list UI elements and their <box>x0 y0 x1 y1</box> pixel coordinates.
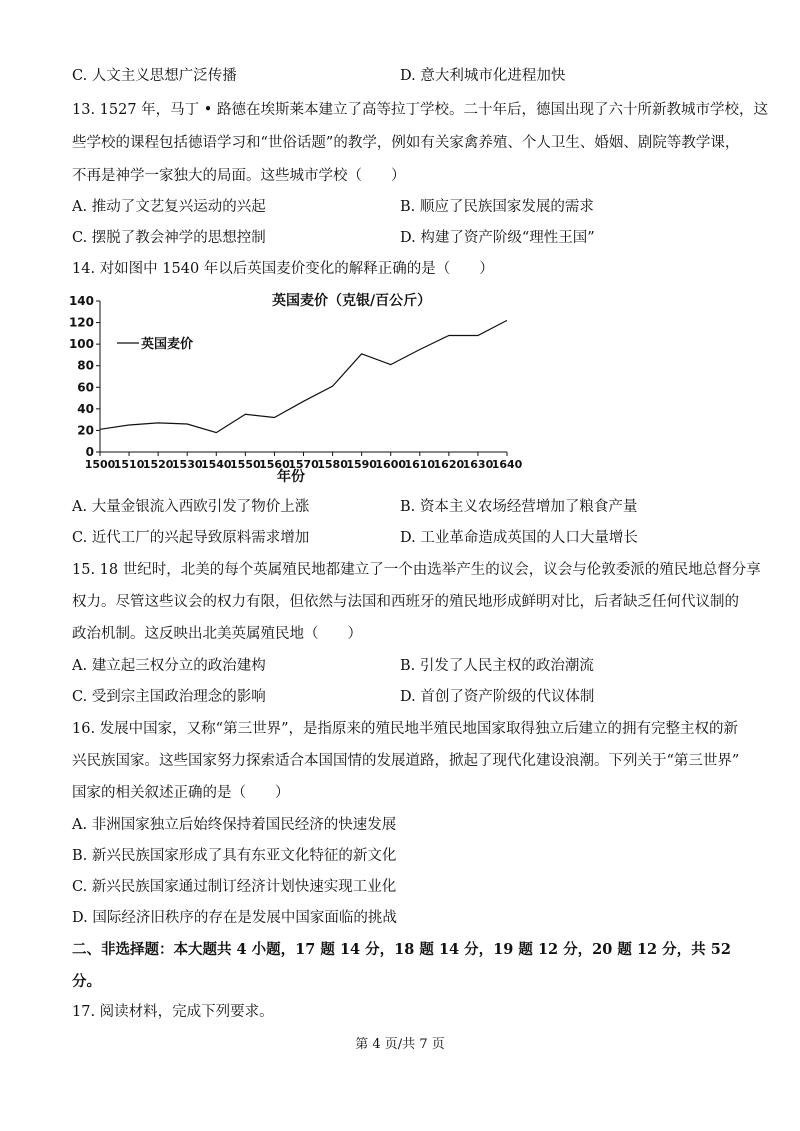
q16-stem-line: 兴民族国家。这些国家努力探索适合本国国情的发展道路，掀起了现代化建设浪潮。下列关于“第三世界” <box>72 753 740 769</box>
y-tick-label: 20 <box>77 423 94 438</box>
q14-option-a: A. 大量金银流入西欧引发了物价上涨 <box>72 499 310 515</box>
x-tick-label: 1590 <box>346 458 377 471</box>
x-tick-label: 1570 <box>288 458 319 471</box>
y-tick-label: 100 <box>68 337 94 352</box>
x-tick-label: 1620 <box>433 458 465 471</box>
x-tick-label: 1500 <box>84 458 116 471</box>
q16-option-c: C. 新兴民族国家通过制订经济计划快速实现工业化 <box>72 879 397 895</box>
wheat-price-chart <box>60 285 530 485</box>
q17-stem: 17. 阅读材料，完成下列要求。 <box>72 1004 274 1020</box>
q13-stem-line: 些学校的课程包括德语学习和“世俗话题”的教学，例如有关家禽养殖、个人卫生、婚姻、剧院等教学课， <box>72 135 740 151</box>
x-tick-label: 1560 <box>259 458 290 471</box>
q15-option-b: B. 引发了人民主权的政治潮流 <box>400 658 594 674</box>
q13-stem-line: 不再是神学一家独大的局面。这些城市学校（ ） <box>72 168 406 184</box>
q16-stem-line: 16. 发展中国家，又称“第三世界”，是指原来的殖民地半殖民地国家取得独立后建立的拥有完整主权的新 <box>72 721 738 737</box>
q14-option-d: D. 工业革命造成英国的人口大量增长 <box>400 530 638 546</box>
q16-stem-line: 国家的相关叙述正确的是（ ） <box>72 785 290 801</box>
legend-label: 英国麦价 <box>141 337 194 352</box>
q13-option-b: B. 顺应了民族国家发展的需求 <box>400 199 594 215</box>
q13-option-a: A. 推动了文艺复兴运动的兴起 <box>72 199 266 215</box>
q13-stem-line: 13. 1527 年，马丁 • 路德在埃斯莱本建立了高等拉丁学校。二十年后，德国出现了六十所新教城市学校，这 <box>72 102 768 118</box>
q13-option-d: D. 构建了资产阶级“理性王国” <box>400 230 595 246</box>
section-2-heading-cont: 分。 <box>72 973 101 990</box>
q14-option-c: C. 近代工厂的兴起导致原料需求增加 <box>72 530 310 546</box>
x-tick-label: 1520 <box>142 458 174 471</box>
q12-option-c: C. 人文主义思想广泛传播 <box>72 68 237 84</box>
q12-option-d: D. 意大利城市化进程加快 <box>400 68 566 84</box>
chart-title: 英国麦价（克银/百公斤） <box>272 293 432 309</box>
q15-stem-line: 权力。尽管这些议会的权力有限，但依然与法国和西班牙的殖民地形成鲜明对比，后者缺乏任何代议制的 <box>72 594 739 610</box>
q16-option-a: A. 非洲国家独立后始终保持着国民经济的快速发展 <box>72 817 397 833</box>
x-tick-label: 1530 <box>171 458 203 471</box>
page-footer: 第 4 页/共 7 页 <box>355 1037 445 1052</box>
y-tick-label: 0 <box>85 445 94 459</box>
y-tick-label: 120 <box>68 315 94 330</box>
y-axis <box>69 294 100 459</box>
x-tick-label: 1630 <box>462 458 494 471</box>
y-tick-label: 40 <box>77 401 94 416</box>
q14-stem: 14. 对如图中 1540 年以后英国麦价变化的解释正确的是（ ） <box>72 261 494 277</box>
y-tick-label: 60 <box>77 380 94 395</box>
x-tick-label: 1510 <box>113 458 145 471</box>
q15-stem-line: 15. 18 世纪时，北美的每个英属殖民地都建立了一个由选举产生的议会，议会与伦敦委派的殖民地总督分享 <box>72 562 761 578</box>
q16-option-b: B. 新兴民族国家形成了具有东亚文化特征的新文化 <box>72 848 397 864</box>
x-tick-label: 1610 <box>404 458 436 471</box>
q16-option-d: D. 国际经济旧秩序的存在是发展中国家面临的挑战 <box>72 910 397 926</box>
q14-option-b: B. 资本主义农场经营增加了粮食产量 <box>400 499 638 515</box>
q15-option-d: D. 首创了资产阶级的代议体制 <box>400 689 595 705</box>
q15-stem-line: 政治机制。这反映出北美英属殖民地（ ） <box>72 626 362 642</box>
q13-option-c: C. 摆脱了教会神学的思想控制 <box>72 230 266 246</box>
y-tick-label: 140 <box>68 294 94 308</box>
x-axis-label: 年份 <box>277 469 305 485</box>
x-tick-label: 1640 <box>491 458 523 471</box>
section-2-heading: 二、非选择题：本大题共 4 小题，17 题 14 分，18 题 14 分，19 题 12 分，20 题 12 分，共 52 <box>72 941 731 958</box>
x-tick-label: 1600 <box>375 458 407 471</box>
x-tick-label: 1550 <box>230 458 261 471</box>
q15-option-c: C. 受到宗主国政治理念的影响 <box>72 689 266 705</box>
y-tick-label: 80 <box>77 358 94 373</box>
x-tick-label: 1540 <box>200 458 232 471</box>
x-tick-label: 1580 <box>317 458 348 471</box>
q15-option-a: A. 建立起三权分立的政治建构 <box>72 658 266 674</box>
